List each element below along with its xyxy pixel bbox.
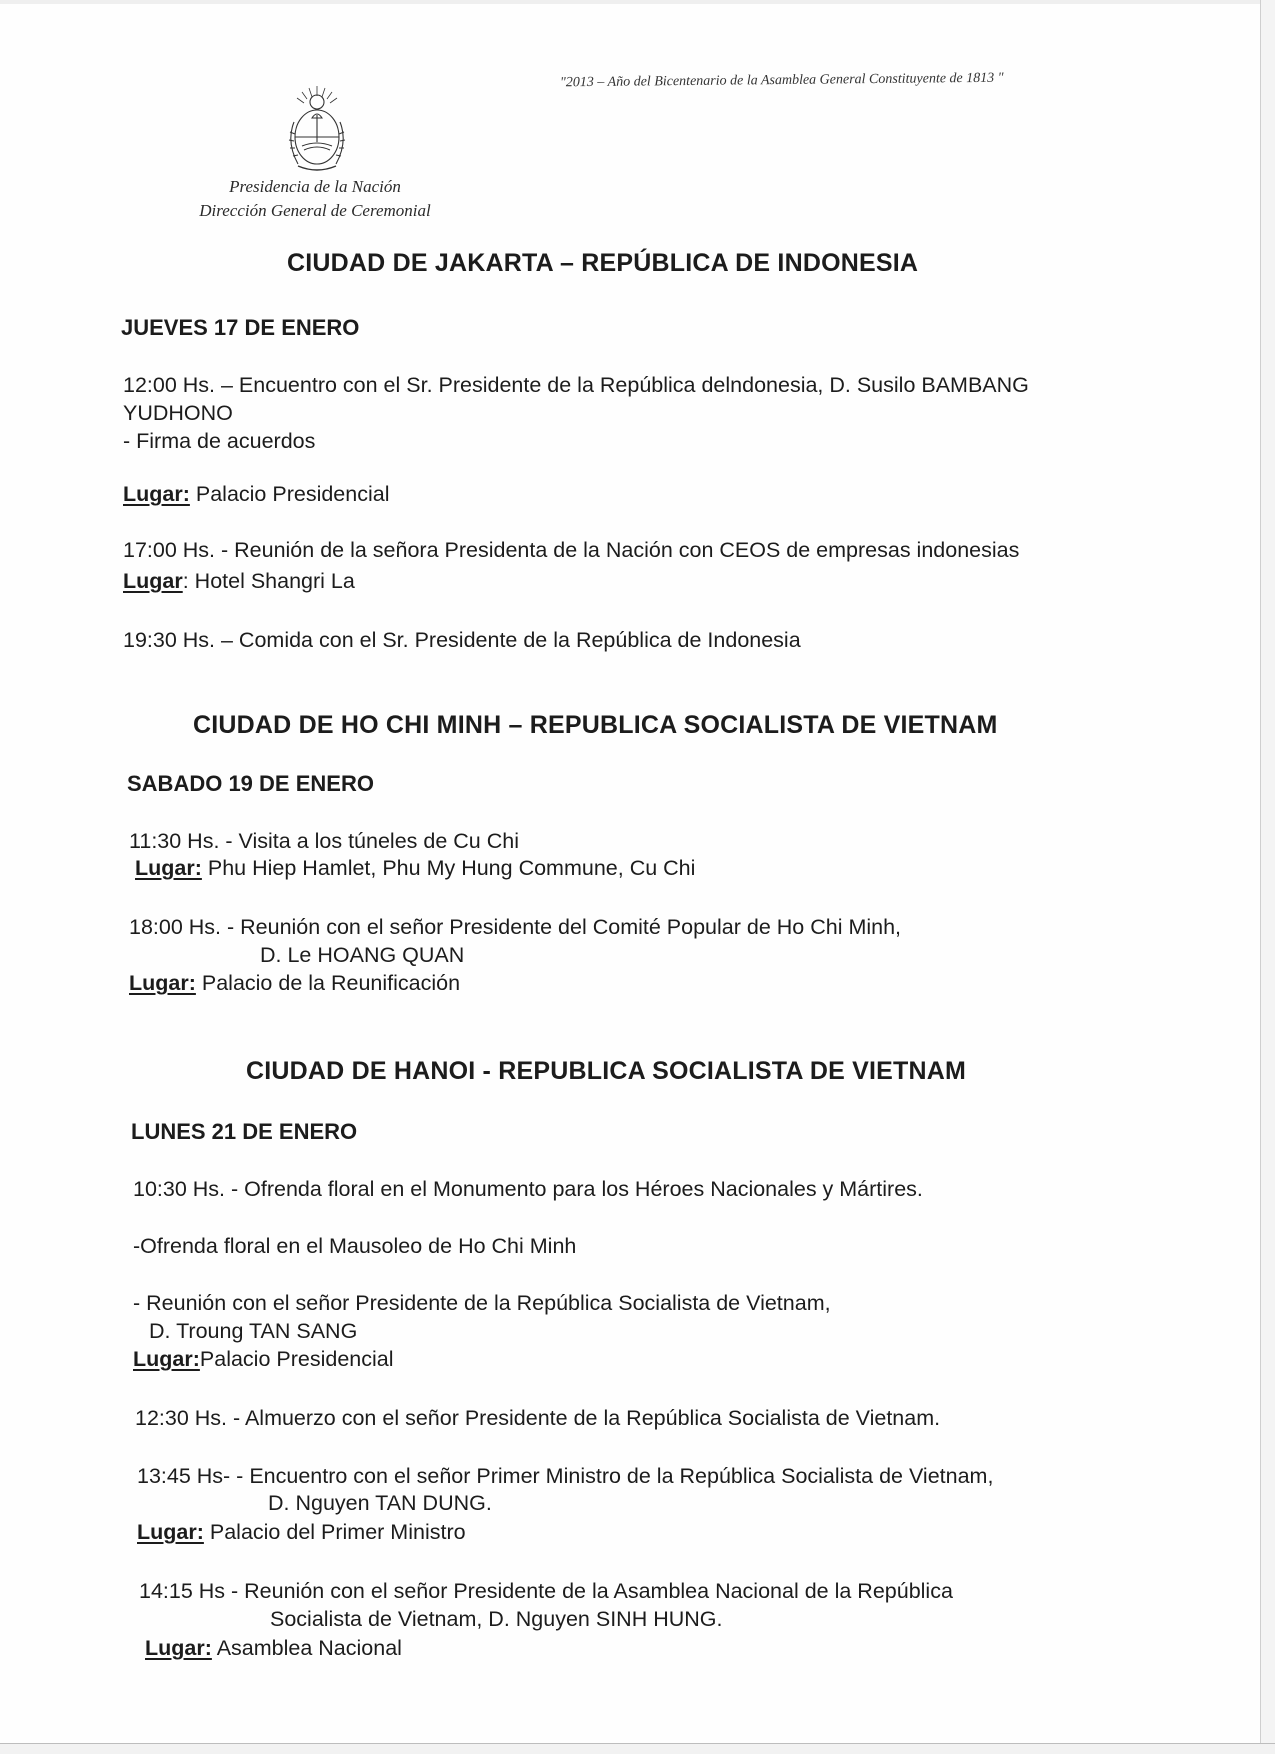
location-value: Phu Hiep Hamlet, Phu My Hung Commune, Cu Chi	[207, 856, 696, 880]
location-value: Palacio de la Reunificación	[201, 971, 461, 995]
location-line	[137, 1519, 466, 1545]
event-line: - Reunión con el señor Presidente de la República Socialista de Vietnam,	[133, 1291, 831, 1315]
location-line	[129, 970, 460, 996]
location-line	[133, 1346, 394, 1372]
agency-line-1: Presidencia de la Nación	[229, 177, 401, 196]
event-line: Socialista de Vietnam, D. Nguyen SINH HUNG.	[270, 1607, 723, 1631]
location-value: Palacio del Primer Ministro	[209, 1520, 466, 1544]
section-date-ho-chi-minh: SABADO 19 DE ENERO	[127, 771, 374, 796]
location-line	[145, 1635, 402, 1661]
location-line	[135, 855, 695, 881]
event-line: 10:30 Hs. - Ofrenda floral en el Monumento para los Héroes Nacionales y Mártires.	[133, 1177, 923, 1201]
location-label: Lugar:	[137, 1520, 204, 1544]
year-motto: "2013 – Año del Bicentenario de la Asamblea General Constituyente de 1813 "	[559, 70, 1004, 91]
event-line: 11:30 Hs. - Visita a los túneles de Cu Chi	[129, 829, 519, 853]
event-line: 13:45 Hs- - Encuentro con el señor Primer Ministro de la República Socialista de Vietnam,	[137, 1464, 994, 1488]
event-line: D. Le HOANG QUAN	[260, 943, 465, 967]
section-heading-hanoi: CIUDAD DE HANOI - REPUBLICA SOCIALISTA DE VIETNAM	[246, 1057, 966, 1085]
national-coat-of-arms-icon	[282, 82, 352, 178]
event-line: 18:00 Hs. - Reunión con el señor Presidente del Comité Popular de Ho Chi Minh,	[129, 915, 902, 939]
location-label: Lugar:	[129, 971, 196, 995]
agency-line-2: Dirección General de Ceremonial	[199, 201, 431, 220]
event-line: D. Troung TAN SANG	[149, 1319, 358, 1343]
section-date-jakarta: JUEVES 17 DE ENERO	[121, 315, 360, 340]
event-line: D. Nguyen TAN DUNG.	[268, 1491, 492, 1515]
event-line: 14:15 Hs - Reunión con el señor Presidente de la Asamblea Nacional de la República	[139, 1579, 953, 1603]
location-label: Lugar:	[123, 482, 190, 506]
section-date-hanoi: LUNES 21 DE ENERO	[131, 1119, 358, 1144]
location-value: Palacio Presidencial	[199, 1347, 394, 1371]
section-heading-ho-chi-minh: CIUDAD DE HO CHI MINH – REPUBLICA SOCIALISTA DE VIETNAM	[193, 711, 998, 739]
scan-edge-bottom	[0, 1743, 1275, 1754]
event-line: 12:00 Hs. – Encuentro con el Sr. Presidente de la República delndonesia, D. Susilo BAMBANG	[123, 373, 1029, 397]
event-line: 19:30 Hs. – Comida con el Sr. Presidente de la República de Indonesia	[123, 628, 801, 652]
location-label: Lugar	[123, 569, 183, 593]
location-value: Asamblea Nacional	[216, 1636, 402, 1660]
location-line	[123, 568, 355, 594]
location-label: Lugar:	[135, 856, 202, 880]
event-line: -Ofrenda floral en el Mausoleo de Ho Chi Minh	[133, 1234, 577, 1258]
location-value: Palacio Presidencial	[195, 482, 390, 506]
location-value: : Hotel Shangri La	[182, 569, 355, 593]
scan-edge-right	[1260, 0, 1275, 1754]
event-line: 12:30 Hs. - Almuerzo con el señor Presidente de la República Socialista de Vietnam.	[135, 1406, 941, 1430]
event-line: YUDHONO	[123, 401, 233, 425]
scan-edge-top	[0, 0, 1275, 4]
event-line: - Firma de acuerdos	[123, 429, 316, 453]
location-label: Lugar:	[133, 1347, 200, 1371]
location-label: Lugar:	[145, 1636, 212, 1660]
agency-name	[150, 175, 480, 223]
event-line: 17:00 Hs. - Reunión de la señora Presidenta de la Nación con CEOS de empresas indonesias	[123, 538, 1020, 562]
location-line	[123, 481, 389, 507]
section-heading-jakarta: CIUDAD DE JAKARTA – REPÚBLICA DE INDONESIA	[287, 249, 919, 277]
